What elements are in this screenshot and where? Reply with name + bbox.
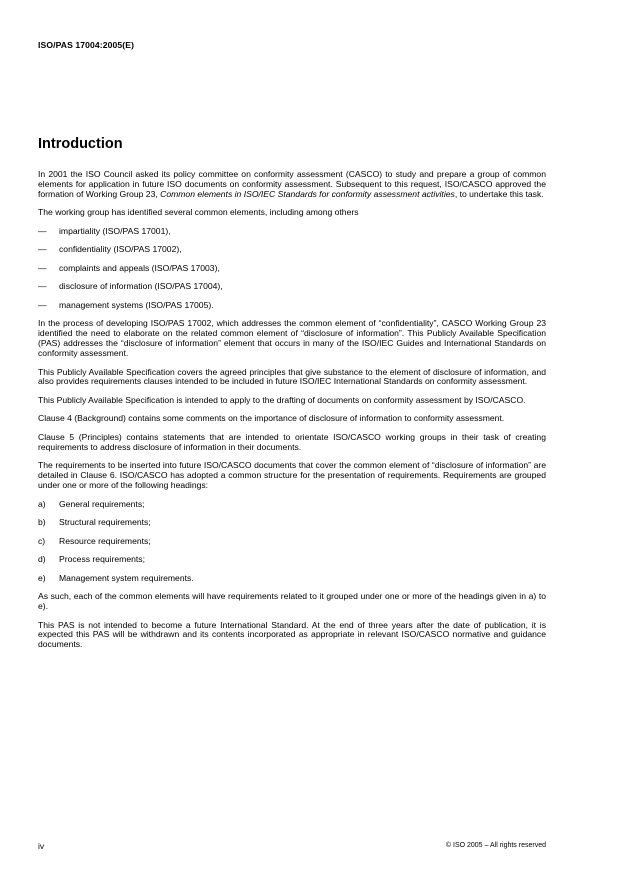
common-elements-list [38, 227, 546, 311]
list-marker: e) [38, 572, 46, 583]
list-dash: — [38, 262, 47, 273]
list-item [38, 500, 546, 510]
list-item [38, 282, 546, 292]
working-group-paragraph: The working group has identified several common elements, including among others [38, 207, 359, 218]
list-dash: — [38, 225, 47, 236]
paragraph-clause-5: Clause 5 (Principles) contains statements that are intended to orientate ISO/CASCO working groups in their task of creating requirements to address disclosure of information in their documents. [38, 431, 546, 452]
list-item-text: General requirements; [59, 498, 145, 509]
paragraph-scope: This Publicly Available Specification is intended to apply to the drafting of documents on conformity assessment by ISO/CASCO. [38, 394, 526, 405]
intro-text-before: In 2001 the ISO Council asked its policy committee on conformity assessment (CASCO) to study and prepare a group of common elements for application in future ISO documents on conformity assessment. Subsequent to this request, ISO/CASCO approved the formation of Working Group 23, [38, 169, 546, 199]
list-item [38, 227, 546, 237]
list-item [38, 301, 546, 311]
working-group-title: Common elements in ISO/IEC Standards for conformity assessment activities [160, 188, 455, 199]
list-item-text: Process requirements; [59, 554, 145, 565]
list-item [38, 264, 546, 274]
list-marker: b) [38, 517, 46, 528]
headings-list [38, 500, 546, 584]
intro-paragraph [38, 170, 546, 200]
page-number: iv [38, 841, 45, 851]
list-dash: — [38, 244, 47, 255]
list-item [38, 574, 546, 584]
list-marker: d) [38, 554, 46, 565]
list-dash: — [38, 281, 47, 292]
list-item-text: impartiality (ISO/PAS 17001), [59, 225, 171, 236]
document-body [38, 170, 546, 659]
list-marker: c) [38, 535, 46, 546]
paragraph-confidentiality: In the process of developing ISO/PAS 17002, which addresses the common element of “confidentiality”, CASCO Working Group 23 identified the need to elaborate on the related common element of “disclosure of information”. This Publicly Available Specification (PAS) addresses the “disclosure of information” element that occurs in many of the ISO/IEC Guides and International Standards on conformity assessment. [38, 318, 546, 359]
paragraph-grouping: As such, each of the common elements will have requirements related to it grouped under one or more of the headings given in a) to e). [38, 591, 546, 612]
copyright-notice: © ISO 2005 – All rights reserved [445, 842, 546, 849]
list-item [38, 555, 546, 565]
intro-text-after: , to undertake this task. [454, 188, 544, 199]
list-item-text: disclosure of information (ISO/PAS 17004), [59, 281, 223, 292]
paragraph-clause-4: Clause 4 (Background) contains some comments on the importance of disclosure of information to conformity assessment. [38, 413, 505, 424]
list-dash: — [38, 299, 47, 310]
list-marker: a) [38, 498, 46, 509]
list-item-text: Management system requirements. [59, 572, 194, 583]
list-item [38, 518, 546, 528]
list-item-text: Structural requirements; [59, 517, 151, 528]
document-id: ISO/PAS 17004:2005(E) [38, 40, 135, 50]
list-item [38, 245, 546, 255]
paragraph-clause-6: The requirements to be inserted into future ISO/CASCO documents that cover the common element of “disclosure of information” are detailed in Clause 6. ISO/CASCO has adopted a common structure for the presentation of requirements. Requirements are grouped under one or more of the following headings: [38, 460, 546, 491]
paragraph-principles: This Publicly Available Specification covers the agreed principles that give substance to the element of disclosure of information, and also provides requirements clauses intended to be included in future ISO/IEC International Standards on conformity assessment. [38, 366, 546, 387]
list-item-text: confidentiality (ISO/PAS 17002), [59, 244, 182, 255]
page-title: Introduction [38, 136, 123, 152]
list-item [38, 537, 546, 547]
list-item-text: Resource requirements; [59, 535, 151, 546]
list-item-text: complaints and appeals (ISO/PAS 17003), [59, 262, 220, 273]
paragraph-pas-status: This PAS is not intended to become a future International Standard. At the end of three years after the date of publication, it is expected this PAS will be withdrawn and its contents incorporated as appropriate in relevant ISO/CASCO normative and guidance documents. [38, 619, 546, 650]
list-item-text: management systems (ISO/PAS 17005). [59, 299, 214, 310]
